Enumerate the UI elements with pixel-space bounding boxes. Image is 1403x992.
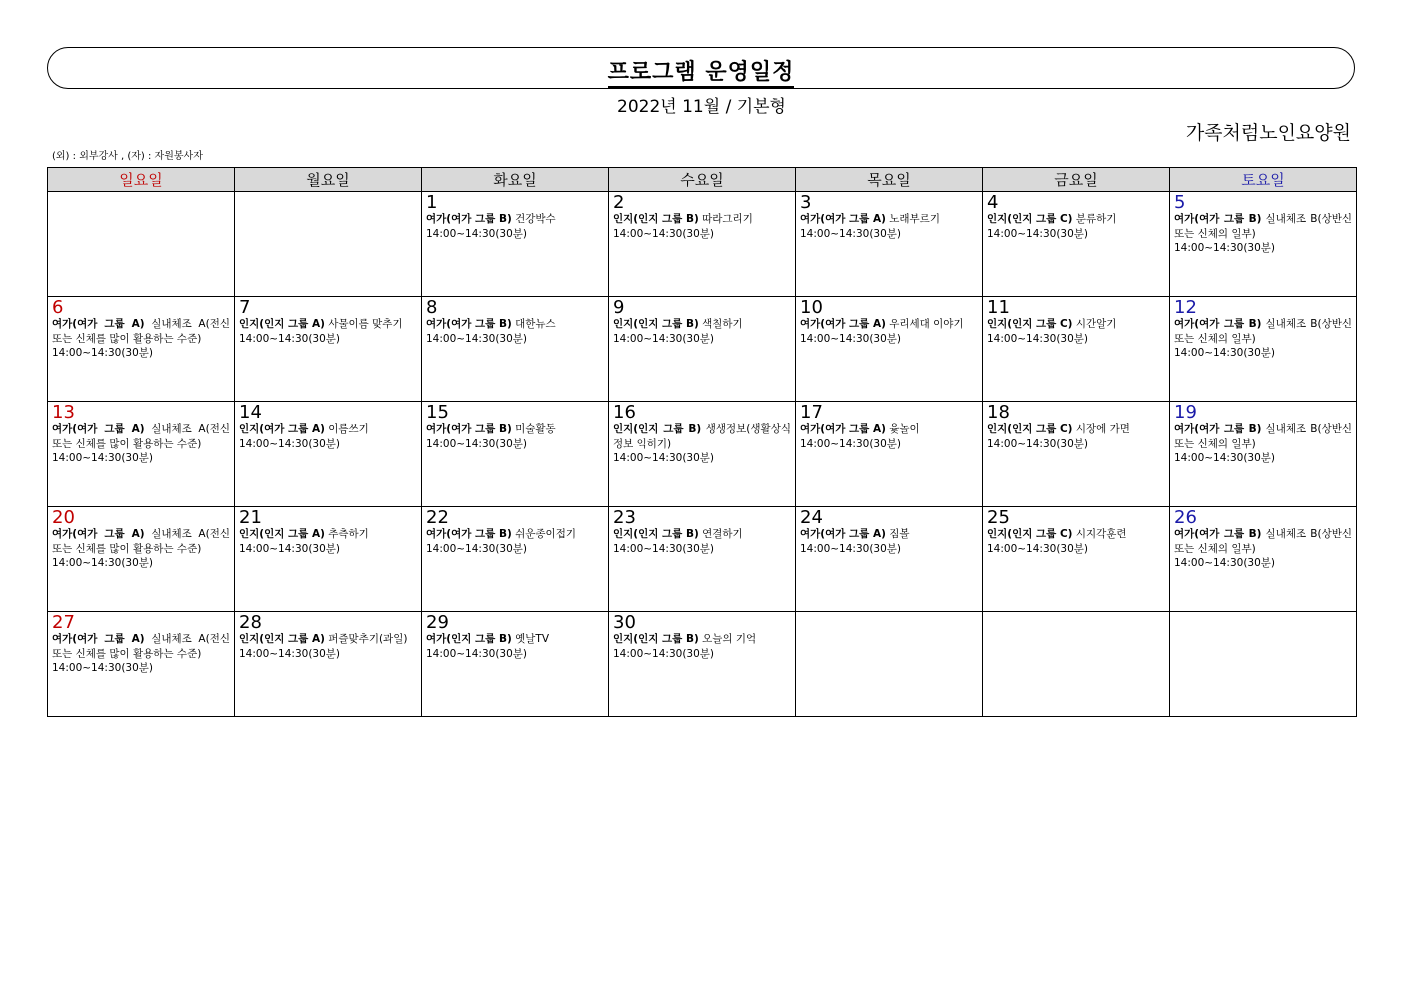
program-entry — [426, 422, 604, 437]
program-activity: 분류하기 — [1075, 213, 1117, 225]
program-activity: 이름쓰기 — [328, 423, 369, 435]
day-number: 16 — [613, 402, 636, 423]
day-number: 14 — [239, 402, 262, 423]
program-activity: 시간알기 — [1075, 318, 1117, 330]
day-number: 21 — [239, 507, 262, 528]
weekday-header-sunday: 일요일 — [48, 168, 235, 192]
day-number: 9 — [613, 297, 625, 318]
day-cell — [1170, 507, 1357, 612]
day-number: 22 — [426, 507, 449, 528]
weekday-header-tuesday: 화요일 — [422, 168, 609, 192]
program-group: 인지(인지 그룹 C) — [987, 213, 1073, 225]
day-number: 15 — [426, 402, 449, 423]
program-entry — [52, 317, 230, 346]
program-entry — [52, 422, 230, 451]
day-cell — [983, 297, 1170, 402]
program-activity: 실내체조 B(상반신 또는 신체의 일부) — [1174, 213, 1352, 240]
program-activity: 실내체조 B(상반신 또는 신체의 일부) — [1174, 423, 1352, 450]
day-number: 17 — [800, 402, 823, 423]
week-row — [48, 612, 1357, 717]
program-entry — [613, 422, 791, 451]
program-entry — [1174, 317, 1352, 346]
program-time: 14:00~14:30(30분) — [239, 647, 341, 660]
day-number: 13 — [52, 402, 75, 423]
program-time: 14:00~14:30(30분) — [1174, 242, 1276, 254]
program-group: 인지(여가 그룹 A) — [239, 423, 325, 435]
day-number: 29 — [426, 612, 449, 633]
day-cell — [235, 297, 422, 402]
program-activity: 옛날TV — [515, 633, 550, 645]
page-title: 프로그램 운영일정 — [48, 55, 1354, 86]
program-group: 인지(인지 그룹 C) — [987, 318, 1073, 330]
program-activity: 건강박수 — [515, 213, 556, 225]
program-group: 인지(인지 그룹 B) — [613, 318, 699, 330]
program-entry — [800, 422, 978, 437]
program-time: 14:00~14:30(30분) — [987, 332, 1089, 345]
program-time: 14:00~14:30(30분) — [52, 557, 154, 569]
program-activity: 실내체조 B(상반신 또는 신체의 일부) — [1174, 318, 1352, 345]
page-subtitle: 2022년 11월 / 기본형 — [617, 97, 786, 117]
day-number: 5 — [1174, 192, 1186, 213]
program-entry — [239, 317, 417, 332]
program-group: 여가(여가 그룹 B) — [1174, 213, 1262, 225]
program-activity: 실내체조 A(전신 또는 신체를 많이 활용하는 수준) — [52, 423, 230, 450]
day-number: 20 — [52, 507, 75, 528]
day-cell — [235, 402, 422, 507]
program-time: 14:00~14:30(30분) — [52, 347, 154, 359]
program-entry — [800, 527, 978, 542]
day-cell — [796, 402, 983, 507]
program-group: 인지(인지 그룹 C) — [987, 423, 1073, 435]
program-entry — [987, 422, 1165, 437]
program-time: 14:00~14:30(30분) — [987, 542, 1089, 555]
program-time: 14:00~14:30(30분) — [800, 332, 902, 345]
day-cell — [235, 612, 422, 717]
program-entry — [613, 212, 791, 227]
program-group: 여가(여가 그룹 A) — [52, 423, 145, 435]
program-group: 여가(여가 그룹 A) — [800, 213, 886, 225]
program-activity: 쉬운종이접기 — [515, 528, 576, 540]
program-entry — [800, 317, 978, 332]
day-number: 24 — [800, 507, 823, 528]
program-time: 14:00~14:30(30분) — [987, 437, 1089, 450]
program-entry — [52, 527, 230, 556]
program-group: 여가(여가 그룹 A) — [52, 633, 145, 645]
empty-day-cell — [796, 612, 983, 717]
day-cell — [609, 612, 796, 717]
program-activity: 시장에 가면 — [1075, 423, 1130, 435]
program-activity: 따라그리기 — [702, 213, 753, 225]
day-number: 2 — [613, 192, 625, 213]
program-group: 인지(인지 그룹 B) — [613, 213, 699, 225]
day-cell — [609, 507, 796, 612]
program-time: 14:00~14:30(30분) — [239, 437, 341, 450]
day-cell — [983, 507, 1170, 612]
day-cell — [48, 402, 235, 507]
program-entry — [987, 317, 1165, 332]
weekday-header-saturday: 토요일 — [1170, 168, 1357, 192]
program-group: 여가(여가 그룹 B) — [1174, 423, 1262, 435]
legend-note: (외) : 외부강사 , (자) : 자원봉사자 — [52, 151, 203, 162]
day-cell — [983, 192, 1170, 297]
program-entry — [1174, 212, 1352, 241]
empty-day-cell — [235, 192, 422, 297]
program-group: 여가(여가 그룹 B) — [1174, 318, 1262, 330]
program-time: 14:00~14:30(30분) — [426, 542, 528, 555]
program-group: 여가(여가 그룹 A) — [52, 528, 145, 540]
day-number: 7 — [239, 297, 251, 318]
program-activity: 색칠하기 — [702, 318, 743, 330]
organization-name: 가족처럼노인요양원 — [1185, 122, 1351, 144]
day-cell — [1170, 402, 1357, 507]
program-group: 여가(여가 그룹 B) — [426, 318, 512, 330]
day-cell — [796, 297, 983, 402]
program-time: 14:00~14:30(30분) — [1174, 452, 1276, 464]
day-cell — [1170, 297, 1357, 402]
program-entry — [800, 212, 978, 227]
program-activity: 실내체조 B(상반신 또는 신체의 일부) — [1174, 528, 1352, 555]
program-entry — [613, 632, 791, 647]
program-time: 14:00~14:30(30분) — [613, 227, 715, 240]
program-activity: 대한뉴스 — [515, 318, 556, 330]
day-cell — [235, 507, 422, 612]
day-cell — [48, 612, 235, 717]
day-number: 19 — [1174, 402, 1197, 423]
program-activity: 시지각훈련 — [1075, 528, 1127, 540]
day-number: 25 — [987, 507, 1010, 528]
day-cell — [422, 507, 609, 612]
empty-day-cell — [48, 192, 235, 297]
program-group: 여가(여가 그룹 A) — [52, 318, 145, 330]
day-cell — [1170, 192, 1357, 297]
weekday-header-wednesday: 수요일 — [609, 168, 796, 192]
program-time: 14:00~14:30(30분) — [800, 542, 902, 555]
program-activity: 실내체조 A(전신 또는 신체를 많이 활용하는 수준) — [52, 633, 230, 660]
program-time: 14:00~14:30(30분) — [52, 662, 154, 674]
program-group: 여가(여가 그룹 B) — [426, 213, 512, 225]
day-number: 11 — [987, 297, 1010, 318]
program-activity: 짐볼 — [889, 528, 910, 540]
program-entry — [426, 212, 604, 227]
program-group: 인지(인지 그룹 B) — [613, 423, 702, 435]
program-time: 14:00~14:30(30분) — [613, 332, 715, 345]
day-cell — [983, 402, 1170, 507]
day-cell — [422, 192, 609, 297]
program-group: 인지(인지 그룹 B) — [613, 633, 699, 645]
program-time: 14:00~14:30(30분) — [987, 227, 1089, 240]
program-activity: 사물이름 맞추기 — [328, 318, 403, 330]
day-cell — [609, 192, 796, 297]
empty-day-cell — [983, 612, 1170, 717]
day-number: 28 — [239, 612, 262, 633]
program-activity: 노래부르기 — [889, 213, 940, 225]
program-entry — [613, 317, 791, 332]
day-number: 6 — [52, 297, 64, 318]
program-time: 14:00~14:30(30분) — [800, 437, 902, 450]
day-number: 18 — [987, 402, 1010, 423]
day-cell — [48, 297, 235, 402]
program-group: 여가(여가 그룹 A) — [800, 423, 886, 435]
day-number: 4 — [987, 192, 999, 213]
program-entry — [52, 632, 230, 661]
weekday-header-thursday: 목요일 — [796, 168, 983, 192]
title-box — [47, 47, 1355, 89]
program-entry — [1174, 527, 1352, 556]
program-entry — [426, 632, 604, 647]
program-activity: 생생정보(생활상식정보 익히기) — [613, 423, 791, 450]
program-group: 여가(여가 그룹 A) — [800, 318, 886, 330]
day-number: 3 — [800, 192, 812, 213]
day-number: 27 — [52, 612, 75, 633]
program-entry — [426, 317, 604, 332]
program-group: 인지(인지 그룹 A) — [239, 318, 325, 330]
program-entry — [987, 527, 1165, 542]
program-time: 14:00~14:30(30분) — [613, 542, 715, 555]
day-cell — [796, 507, 983, 612]
program-time: 14:00~14:30(30분) — [613, 452, 715, 464]
program-activity: 실내체조 A(전신 또는 신체를 많이 활용하는 수준) — [52, 318, 230, 345]
day-cell — [422, 402, 609, 507]
week-row — [48, 402, 1357, 507]
day-number: 30 — [613, 612, 636, 633]
program-time: 14:00~14:30(30분) — [613, 647, 715, 660]
day-number: 10 — [800, 297, 823, 318]
program-entry — [239, 422, 417, 437]
day-cell — [609, 297, 796, 402]
program-group: 인지(인지 그룹 A) — [239, 633, 325, 645]
program-group: 여가(여가 그룹 B) — [426, 423, 512, 435]
program-group: 여가(인지 그룹 B) — [426, 633, 512, 645]
program-activity: 연결하기 — [702, 528, 743, 540]
program-group: 인지(인지 그룹 C) — [987, 528, 1073, 540]
day-number: 1 — [426, 192, 438, 213]
weekday-header-monday: 월요일 — [235, 168, 422, 192]
program-group: 인지(인지 그룹 A) — [239, 528, 325, 540]
program-activity: 윷놀이 — [889, 423, 920, 435]
weekday-header-friday: 금요일 — [983, 168, 1170, 192]
program-time: 14:00~14:30(30분) — [426, 647, 528, 660]
program-group: 여가(여가 그룹 A) — [800, 528, 886, 540]
program-time: 14:00~14:30(30분) — [52, 452, 154, 464]
week-row — [48, 192, 1357, 297]
day-number: 8 — [426, 297, 438, 318]
program-group: 여가(여가 그룹 B) — [426, 528, 512, 540]
program-time: 14:00~14:30(30분) — [426, 437, 528, 450]
program-activity: 추측하기 — [328, 528, 369, 540]
week-row — [48, 507, 1357, 612]
program-time: 14:00~14:30(30분) — [426, 227, 528, 240]
program-activity: 실내체조 A(전신 또는 신체를 많이 활용하는 수준) — [52, 528, 230, 555]
program-group: 인지(인지 그룹 B) — [613, 528, 699, 540]
program-entry — [1174, 422, 1352, 451]
program-entry — [987, 212, 1165, 227]
day-cell — [609, 402, 796, 507]
day-number: 23 — [613, 507, 636, 528]
program-entry — [426, 527, 604, 542]
program-group: 여가(여가 그룹 B) — [1174, 528, 1262, 540]
day-cell — [48, 507, 235, 612]
program-entry — [613, 527, 791, 542]
program-activity: 퍼즐맞추기(과일) — [328, 633, 408, 645]
program-entry — [239, 632, 417, 647]
day-cell — [422, 297, 609, 402]
day-cell — [796, 192, 983, 297]
program-time: 14:00~14:30(30분) — [1174, 557, 1276, 569]
empty-day-cell — [1170, 612, 1357, 717]
day-cell — [422, 612, 609, 717]
program-entry — [239, 527, 417, 542]
program-time: 14:00~14:30(30분) — [239, 332, 341, 345]
program-activity: 미술활동 — [515, 423, 556, 435]
week-row — [48, 297, 1357, 402]
program-activity: 오늘의 기억 — [702, 633, 757, 645]
program-time: 14:00~14:30(30분) — [426, 332, 528, 345]
day-number: 26 — [1174, 507, 1197, 528]
weekday-header-row — [48, 168, 1357, 192]
program-time: 14:00~14:30(30분) — [800, 227, 902, 240]
program-activity: 우리세대 이야기 — [889, 318, 964, 330]
program-time: 14:00~14:30(30분) — [239, 542, 341, 555]
day-number: 12 — [1174, 297, 1197, 318]
program-time: 14:00~14:30(30분) — [1174, 347, 1276, 359]
calendar-table — [47, 167, 1357, 717]
